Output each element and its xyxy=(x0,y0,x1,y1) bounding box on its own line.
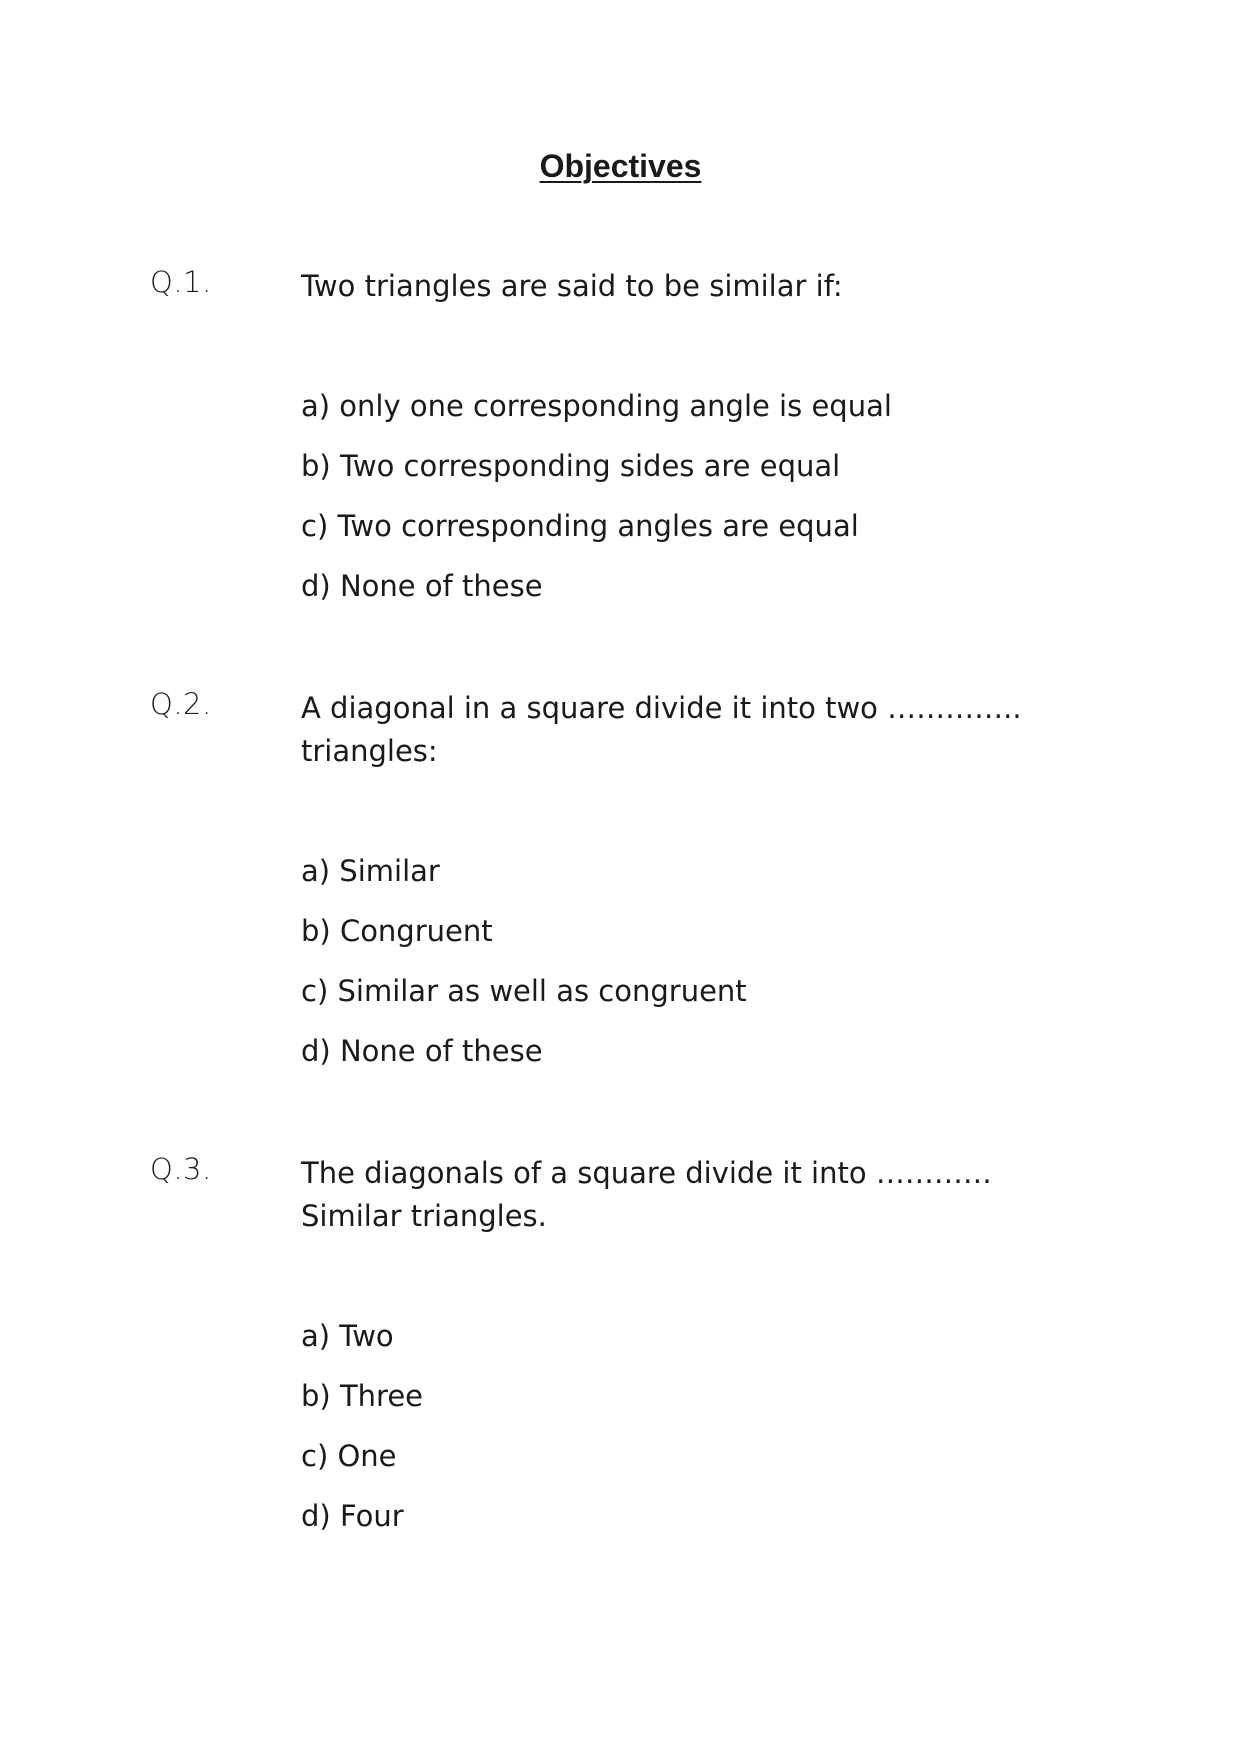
option-list xyxy=(301,385,892,625)
question-number: Q.3. xyxy=(150,1152,212,1186)
option-b: b) Two corresponding sides are equal xyxy=(301,449,841,483)
option-list xyxy=(301,850,747,1090)
option-d: d) None of these xyxy=(301,569,543,603)
option-a: a) Two xyxy=(301,1319,394,1353)
option-a: a) Similar xyxy=(301,854,440,888)
question-text: Two triangles are said to be similar if: xyxy=(301,269,843,303)
page-title: Objectives xyxy=(539,148,702,184)
question-text: The diagonals of a square divide it into ………… Similar triangles. xyxy=(301,1156,992,1233)
option-a: a) only one corresponding angle is equal xyxy=(301,389,892,423)
option-list xyxy=(301,1315,423,1555)
option-b: b) Three xyxy=(301,1379,424,1413)
option-c: c) One xyxy=(301,1439,397,1473)
option-b: b) Congruent xyxy=(301,914,493,948)
option-c: c) Similar as well as congruent xyxy=(301,974,747,1008)
question-number: Q.2. xyxy=(150,687,212,721)
option-d: d) None of these xyxy=(301,1034,543,1068)
option-c: c) Two corresponding angles are equal xyxy=(301,509,859,543)
question-text: A diagonal in a square divide it into two ………….. triangles: xyxy=(301,691,1022,768)
question-number: Q.1. xyxy=(150,265,212,299)
option-d: d) Four xyxy=(301,1499,404,1533)
